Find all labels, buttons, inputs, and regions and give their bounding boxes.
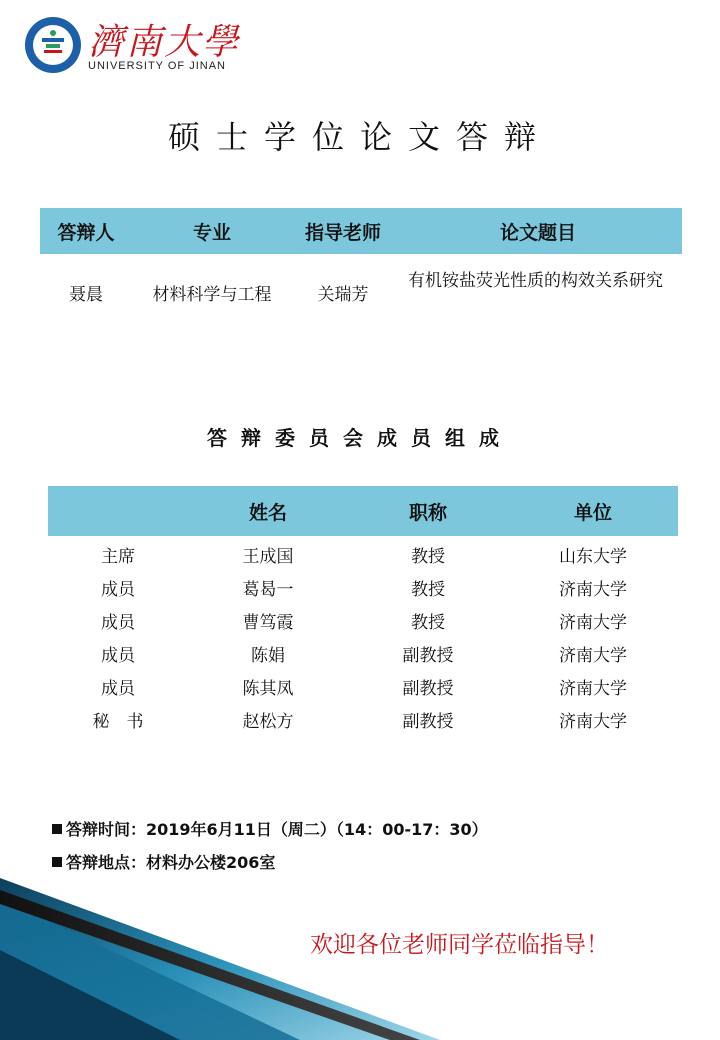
member-unit: 济南大学 bbox=[559, 613, 627, 633]
advisor-name: 关瑞芳 bbox=[317, 285, 369, 305]
page-title: 硕士学位论文答辩 bbox=[167, 118, 552, 156]
member-role: 成员 bbox=[101, 613, 135, 633]
thesis-topic: 有机铵盐荧光性质的构效关系研究 bbox=[408, 271, 663, 291]
header-name: 姓名 bbox=[248, 501, 287, 524]
member-role: 成员 bbox=[101, 646, 135, 666]
table-row bbox=[48, 703, 678, 736]
committee-table-header bbox=[48, 486, 678, 536]
header-title: 职称 bbox=[408, 501, 447, 524]
member-unit: 济南大学 bbox=[559, 679, 627, 699]
member-role: 成员 bbox=[101, 679, 135, 699]
member-title: 副教授 bbox=[402, 679, 454, 699]
member-name: 曹笃霞 bbox=[242, 613, 294, 633]
table-row bbox=[40, 270, 682, 305]
member-unit: 济南大学 bbox=[559, 646, 627, 666]
member-unit: 济南大学 bbox=[559, 580, 627, 600]
member-title: 教授 bbox=[411, 580, 445, 600]
table-row bbox=[48, 604, 678, 637]
member-title: 副教授 bbox=[402, 646, 454, 666]
committee-table bbox=[48, 486, 678, 736]
member-name: 王成国 bbox=[242, 547, 294, 567]
member-role: 主席 bbox=[101, 547, 135, 567]
member-unit: 济南大学 bbox=[559, 712, 627, 732]
header-topic: 论文题目 bbox=[499, 221, 576, 244]
square-bullet-icon bbox=[52, 824, 62, 834]
header-defender: 答辩人 bbox=[57, 221, 115, 244]
member-role: 成员 bbox=[101, 580, 135, 600]
school-name: 濟南大學 bbox=[88, 22, 241, 63]
university-logo bbox=[24, 14, 244, 80]
header-advisor: 指导老师 bbox=[304, 221, 381, 244]
table-row bbox=[48, 538, 678, 571]
header-unit: 单位 bbox=[573, 501, 612, 524]
thesis-table-header bbox=[40, 208, 682, 254]
thesis-table bbox=[40, 208, 682, 305]
member-unit: 山东大学 bbox=[559, 547, 627, 567]
table-row bbox=[48, 637, 678, 670]
defense-time-text: 答辩时间：2019年6月11日（周二）（14：00-17：30） bbox=[66, 820, 488, 839]
member-title: 教授 bbox=[411, 547, 445, 567]
member-title: 教授 bbox=[411, 613, 445, 633]
welcome-message: 欢迎各位老师同学莅临指导！ bbox=[310, 932, 609, 958]
member-name: 赵松方 bbox=[242, 712, 294, 732]
major-value: 材料科学与工程 bbox=[152, 285, 272, 305]
member-name: 陈娟 bbox=[251, 646, 285, 666]
table-row bbox=[48, 670, 678, 703]
member-name: 陈其凤 bbox=[242, 679, 294, 699]
committee-title: 答辩委员会成员组成 bbox=[207, 426, 513, 450]
university-seal-icon bbox=[24, 16, 82, 74]
table-row bbox=[48, 571, 678, 604]
defender-name: 聂晨 bbox=[69, 285, 103, 305]
defense-time bbox=[52, 817, 488, 840]
school-name-english: UNIVERSITY OF JINAN bbox=[88, 60, 226, 72]
member-role: 秘 书 bbox=[92, 712, 144, 732]
header-major: 专业 bbox=[192, 221, 231, 244]
member-title: 副教授 bbox=[402, 712, 454, 732]
defense-location-text: 答辩地点：材料办公楼206室 bbox=[66, 853, 276, 872]
member-name: 葛曷一 bbox=[242, 580, 294, 600]
